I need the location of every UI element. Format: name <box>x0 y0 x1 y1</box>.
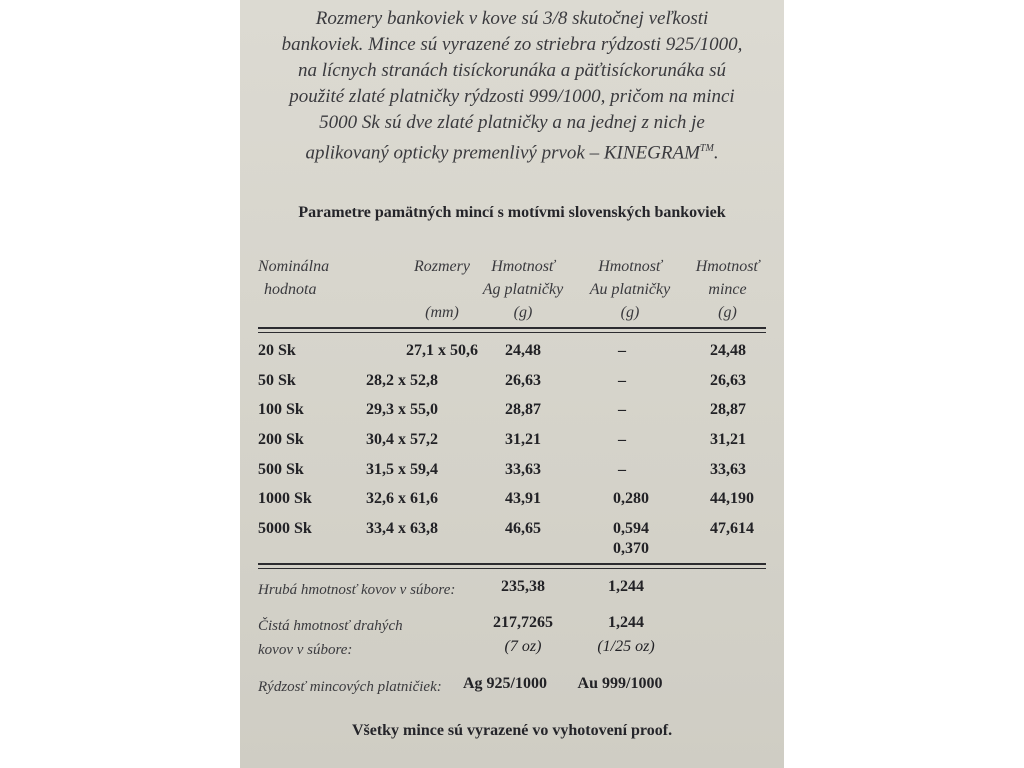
net-ag-oz: (7 oz) <box>504 638 542 655</box>
cell-ag: 43,91 <box>505 490 541 507</box>
cell-coin: 31,21 <box>710 431 746 448</box>
header-rule-bottom <box>258 332 766 333</box>
cell-au: 0,594 <box>613 520 649 537</box>
cell-au: – <box>618 342 626 359</box>
fineness-ag: Ag 925/1000 <box>463 675 547 692</box>
cell-coin: 28,87 <box>710 401 746 418</box>
header-line: mince <box>708 281 747 298</box>
cell-size: 30,4 x 57,2 <box>366 431 438 448</box>
header-ag <box>468 255 578 324</box>
intro-line: bankoviek. Mince sú vyrazené zo striebra rýdzosti 925/1000, <box>281 34 743 55</box>
header-au <box>570 255 690 324</box>
proof-note: Všetky mince sú vyrazené vo vyhotovení proof. <box>351 722 673 739</box>
cell-coin: 26,63 <box>710 372 746 389</box>
fineness-label: Rýdzosť mincových platničiek: <box>258 679 442 695</box>
gross-ag: 235,38 <box>501 578 545 595</box>
header-line: (mm) <box>425 304 459 321</box>
cell-nominal: 20 Sk <box>258 342 296 359</box>
trademark-mark: TM <box>699 143 714 154</box>
intro-line: 5000 Sk sú dve zlaté platničky a na jednej z nich je <box>319 112 705 133</box>
gross-au: 1,244 <box>608 578 644 595</box>
cell-nominal: 100 Sk <box>258 401 304 418</box>
cell-size: 33,4 x 63,8 <box>366 520 438 537</box>
cell-au: – <box>618 431 626 448</box>
document-page <box>240 0 784 768</box>
cell-ag: 24,48 <box>505 342 541 359</box>
header-line: Hmotnosť <box>598 258 662 275</box>
net-weight-label <box>258 614 403 662</box>
cell-au: – <box>618 401 626 418</box>
intro-paragraph <box>240 6 784 166</box>
intro-line: Rozmery bankoviek v kove sú 3/8 skutočnej veľkosti <box>315 8 709 29</box>
cell-size: 29,3 x 55,0 <box>366 401 438 418</box>
header-line: hodnota <box>264 281 317 298</box>
cell-nominal: 1000 Sk <box>258 490 312 507</box>
intro-line: aplikovaný opticky premenlivý prvok – KINEGRAM <box>305 142 700 164</box>
header-line: (g) <box>718 304 737 321</box>
gross-weight-label: Hrubá hmotnosť kovov v súbore: <box>258 582 456 598</box>
fineness-au: Au 999/1000 <box>577 675 663 692</box>
cell-coin: 33,63 <box>710 461 746 478</box>
cell-coin: 24,48 <box>710 342 746 359</box>
cell-au: – <box>618 461 626 478</box>
header-line: Hmotnosť <box>695 258 760 275</box>
header-line: (g) <box>620 304 640 321</box>
cell-nominal: 500 Sk <box>258 461 304 478</box>
cell-nominal: 200 Sk <box>258 431 304 448</box>
header-coin <box>685 255 770 324</box>
intro-line: na lícnych stranách tisíckorunáka a päťtisíckorunáka sú <box>297 60 726 81</box>
net-au-oz: (1/25 oz) <box>597 638 655 655</box>
header-line: Ag platničky <box>482 281 564 298</box>
header-line: Hmotnosť <box>491 258 555 275</box>
net-weight-label-line: kovov v súbore: <box>258 642 353 658</box>
header-line: Nominálna <box>258 258 330 275</box>
cell-size: 32,6 x 61,6 <box>366 490 438 507</box>
cell-au: 0,280 <box>613 490 649 507</box>
cell-nominal: 5000 Sk <box>258 520 312 537</box>
cell-size: 28,2 x 52,8 <box>366 372 438 389</box>
cell-ag: 26,63 <box>505 372 541 389</box>
intro-line-last: aplikovaný opticky premenlivý prvok – KINEGRAM™. <box>305 142 719 164</box>
net-ag: 217,7265 <box>493 614 553 631</box>
cell-size: 31,5 x 59,4 <box>366 461 438 478</box>
net-weight-label-line: Čistá hmotnosť drahých <box>258 618 403 634</box>
cell-ag: 46,65 <box>505 520 541 537</box>
header-line: Rozmery <box>414 258 470 275</box>
cell-nominal: 50 Sk <box>258 372 296 389</box>
table-rule-top <box>258 563 766 565</box>
cell-ag: 33,63 <box>505 461 541 478</box>
cell-ag: 28,87 <box>505 401 541 418</box>
header-line: (g) <box>513 304 533 321</box>
header-rule-top <box>258 327 766 329</box>
cell-size: 27,1 x 50,6 <box>406 342 478 359</box>
table-title: Parametre pamätných mincí s motívmi slovenských bankoviek <box>298 204 726 221</box>
table-rule-bottom <box>258 568 766 569</box>
header-nominal <box>258 255 329 301</box>
header-line: Au platničky <box>589 281 671 298</box>
intro-line: použité zlaté platničky rýdzosti 999/1000, pričom na minci <box>289 86 735 107</box>
cell-ag: 31,21 <box>505 431 541 448</box>
cell-au-second: 0,370 <box>613 540 649 557</box>
cell-coin: 44,190 <box>710 490 754 507</box>
cell-coin: 47,614 <box>710 520 754 537</box>
net-au: 1,244 <box>608 614 644 631</box>
cell-au: – <box>618 372 626 389</box>
